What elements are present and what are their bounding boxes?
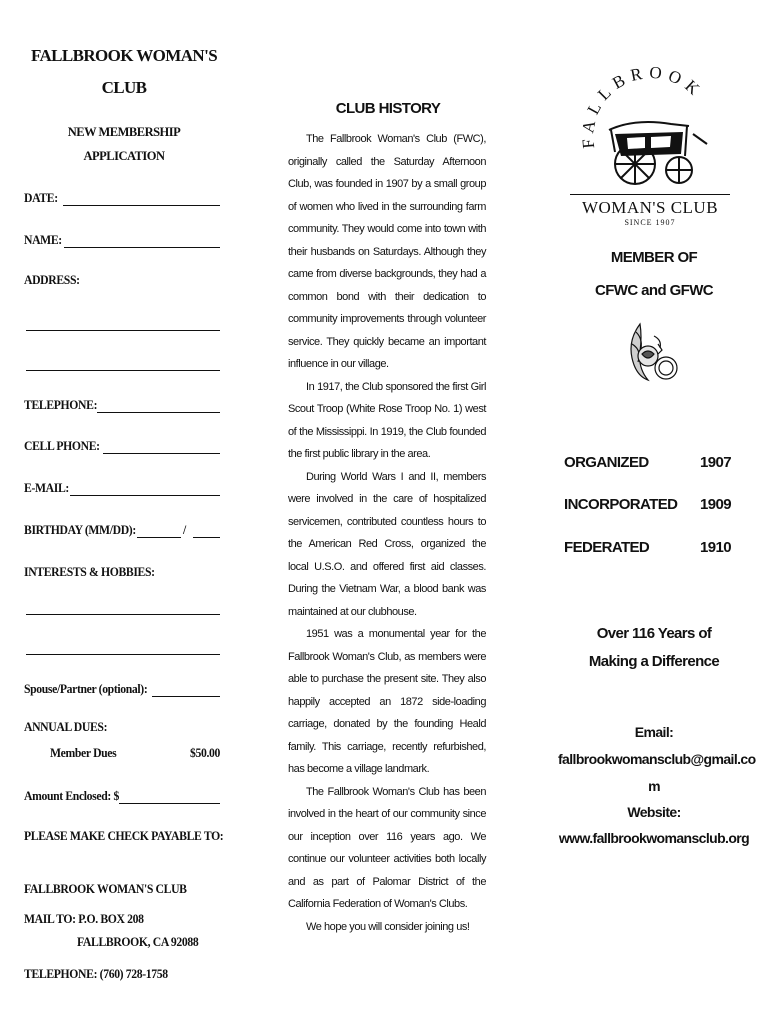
history-paragraph: During World Wars I and II, members were involved in the care of hospitalized servicemen, contributed countless hours to the American Red Cross, organized the local U.S.O. and offered first aid classes. During the Vietnam War, a blood bank was maintained at our clubhouse. <box>288 470 486 618</box>
email-label: E-MAIL: <box>24 480 69 495</box>
email-field[interactable] <box>70 495 220 496</box>
interests-label: INTERESTS & HOBBIES: <box>24 564 155 579</box>
tagline-line2: Making a Difference <box>588 653 720 670</box>
milestone-label-organized: ORGANIZED <box>564 454 649 471</box>
birthday-label: BIRTHDAY (MM/DD): <box>24 522 136 537</box>
tagline-line1: Over 116 Years of <box>596 625 712 642</box>
cell-phone-field[interactable] <box>103 453 220 454</box>
milestone-year-federated: 1910 <box>700 539 731 556</box>
member-dues-amount: $50.00 <box>190 745 221 760</box>
cell-phone-label: CELL PHONE: <box>24 438 100 453</box>
club-history-body <box>288 128 486 938</box>
telephone-field[interactable] <box>97 412 220 413</box>
birthday-day-field[interactable] <box>193 537 220 538</box>
website-label: Website: <box>627 804 681 820</box>
history-paragraph: The Fallbrook Woman's Club (FWC), originally called the Saturday Afternoon Club, was founded in 1907 by a small group of women who lived in the surrounding farm community. They would come into town with their husbands on Saturdays. Although they came from diverse backgrounds, they had a common bond with their dedication to community improvements through volunteer service. They quickly became an important influence in our village. <box>288 133 486 370</box>
address-label: ADDRESS: <box>24 272 80 287</box>
name-label: NAME: <box>24 232 62 247</box>
history-paragraph: The Fallbrook Woman's Club has been involved in the heart of our community since our inception over 116 years ago. We continue our volunteer activities both locally and as part of Palomar District of the California Federation of Woman's Clubs. <box>288 785 486 910</box>
mail-to-line1: MAIL TO: P.O. BOX 208 <box>24 911 144 926</box>
logo-arc-text: FALLBROOK <box>578 62 708 150</box>
milestone-year-incorporated: 1909 <box>700 496 731 513</box>
logo-since: SINCE 1907 <box>624 218 676 227</box>
logo-title: WOMAN'S CLUB <box>570 194 730 218</box>
history-paragraph: In 1917, the Club sponsored the first Girl Scout Troop (White Rose Troop No. 1) west of the Mississippi. In 1919, the Club founded the first public library in the area. <box>288 380 486 460</box>
amount-enclosed-field[interactable] <box>119 803 220 804</box>
email-address-line2[interactable]: m <box>648 778 660 794</box>
amount-enclosed-label: Amount Enclosed: $ <box>24 788 119 803</box>
email-label: Email: <box>634 724 674 740</box>
club-history-title: CLUB HISTORY <box>335 100 441 117</box>
annual-dues-label: ANNUAL DUES: <box>24 719 108 734</box>
birthday-month-field[interactable] <box>137 537 181 538</box>
address-field-line2[interactable] <box>26 370 220 371</box>
birthday-separator: / <box>183 522 186 537</box>
history-paragraph: We hope you will consider joining us! <box>306 920 470 933</box>
payable-to-label: PLEASE MAKE CHECK PAYABLE TO: <box>24 828 224 843</box>
telephone-label: TELEPHONE: <box>24 397 98 412</box>
club-logo <box>575 52 725 232</box>
interests-field-line2[interactable] <box>26 654 220 655</box>
subtitle-line2: APPLICATION <box>83 149 165 163</box>
payee-name: FALLBROOK WOMAN'S CLUB <box>24 881 187 896</box>
milestone-year-organized: 1907 <box>700 454 731 471</box>
name-field[interactable] <box>64 247 220 248</box>
history-paragraph: 1951 was a monumental year for the Fallbrook Woman's Club, as members were able to purchase the present site. They also happily accepted an 1872 side-loading carriage, donated by the founding Heald family. This carriage, recently refurbished, has become a village landmark. <box>288 628 486 775</box>
member-of-line2: CFWC and GFWC <box>594 282 713 299</box>
email-address-line1[interactable]: fallbrookwomansclub@gmail.co <box>558 751 756 767</box>
interests-field-line1[interactable] <box>26 614 220 615</box>
spouse-label: Spouse/Partner (optional): <box>24 681 148 696</box>
milestone-label-federated: FEDERATED <box>564 539 650 556</box>
mail-to-line2: FALLBROOK, CA 92088 <box>77 934 199 949</box>
milestone-label-incorporated: INCORPORATED <box>564 496 678 513</box>
club-name-line1: FALLBROOK WOMAN'S <box>30 46 218 65</box>
gfwc-emblem-icon <box>618 318 690 390</box>
address-field-line1[interactable] <box>26 330 220 331</box>
club-telephone: TELEPHONE: (760) 728-1758 <box>24 966 168 981</box>
website-link[interactable]: www.fallbrookwomansclub.org <box>558 830 750 846</box>
spouse-field[interactable] <box>152 696 220 697</box>
member-dues-label: Member Dues <box>50 745 117 760</box>
carriage-logo-graphic <box>575 52 725 202</box>
federation-emblem <box>618 318 690 390</box>
date-label: DATE: <box>24 190 58 205</box>
date-field[interactable] <box>63 205 220 206</box>
club-name-line2: CLUB <box>101 78 147 97</box>
subtitle-line1: NEW MEMBERSHIP <box>67 125 181 139</box>
member-of-line1: MEMBER OF <box>610 249 698 266</box>
